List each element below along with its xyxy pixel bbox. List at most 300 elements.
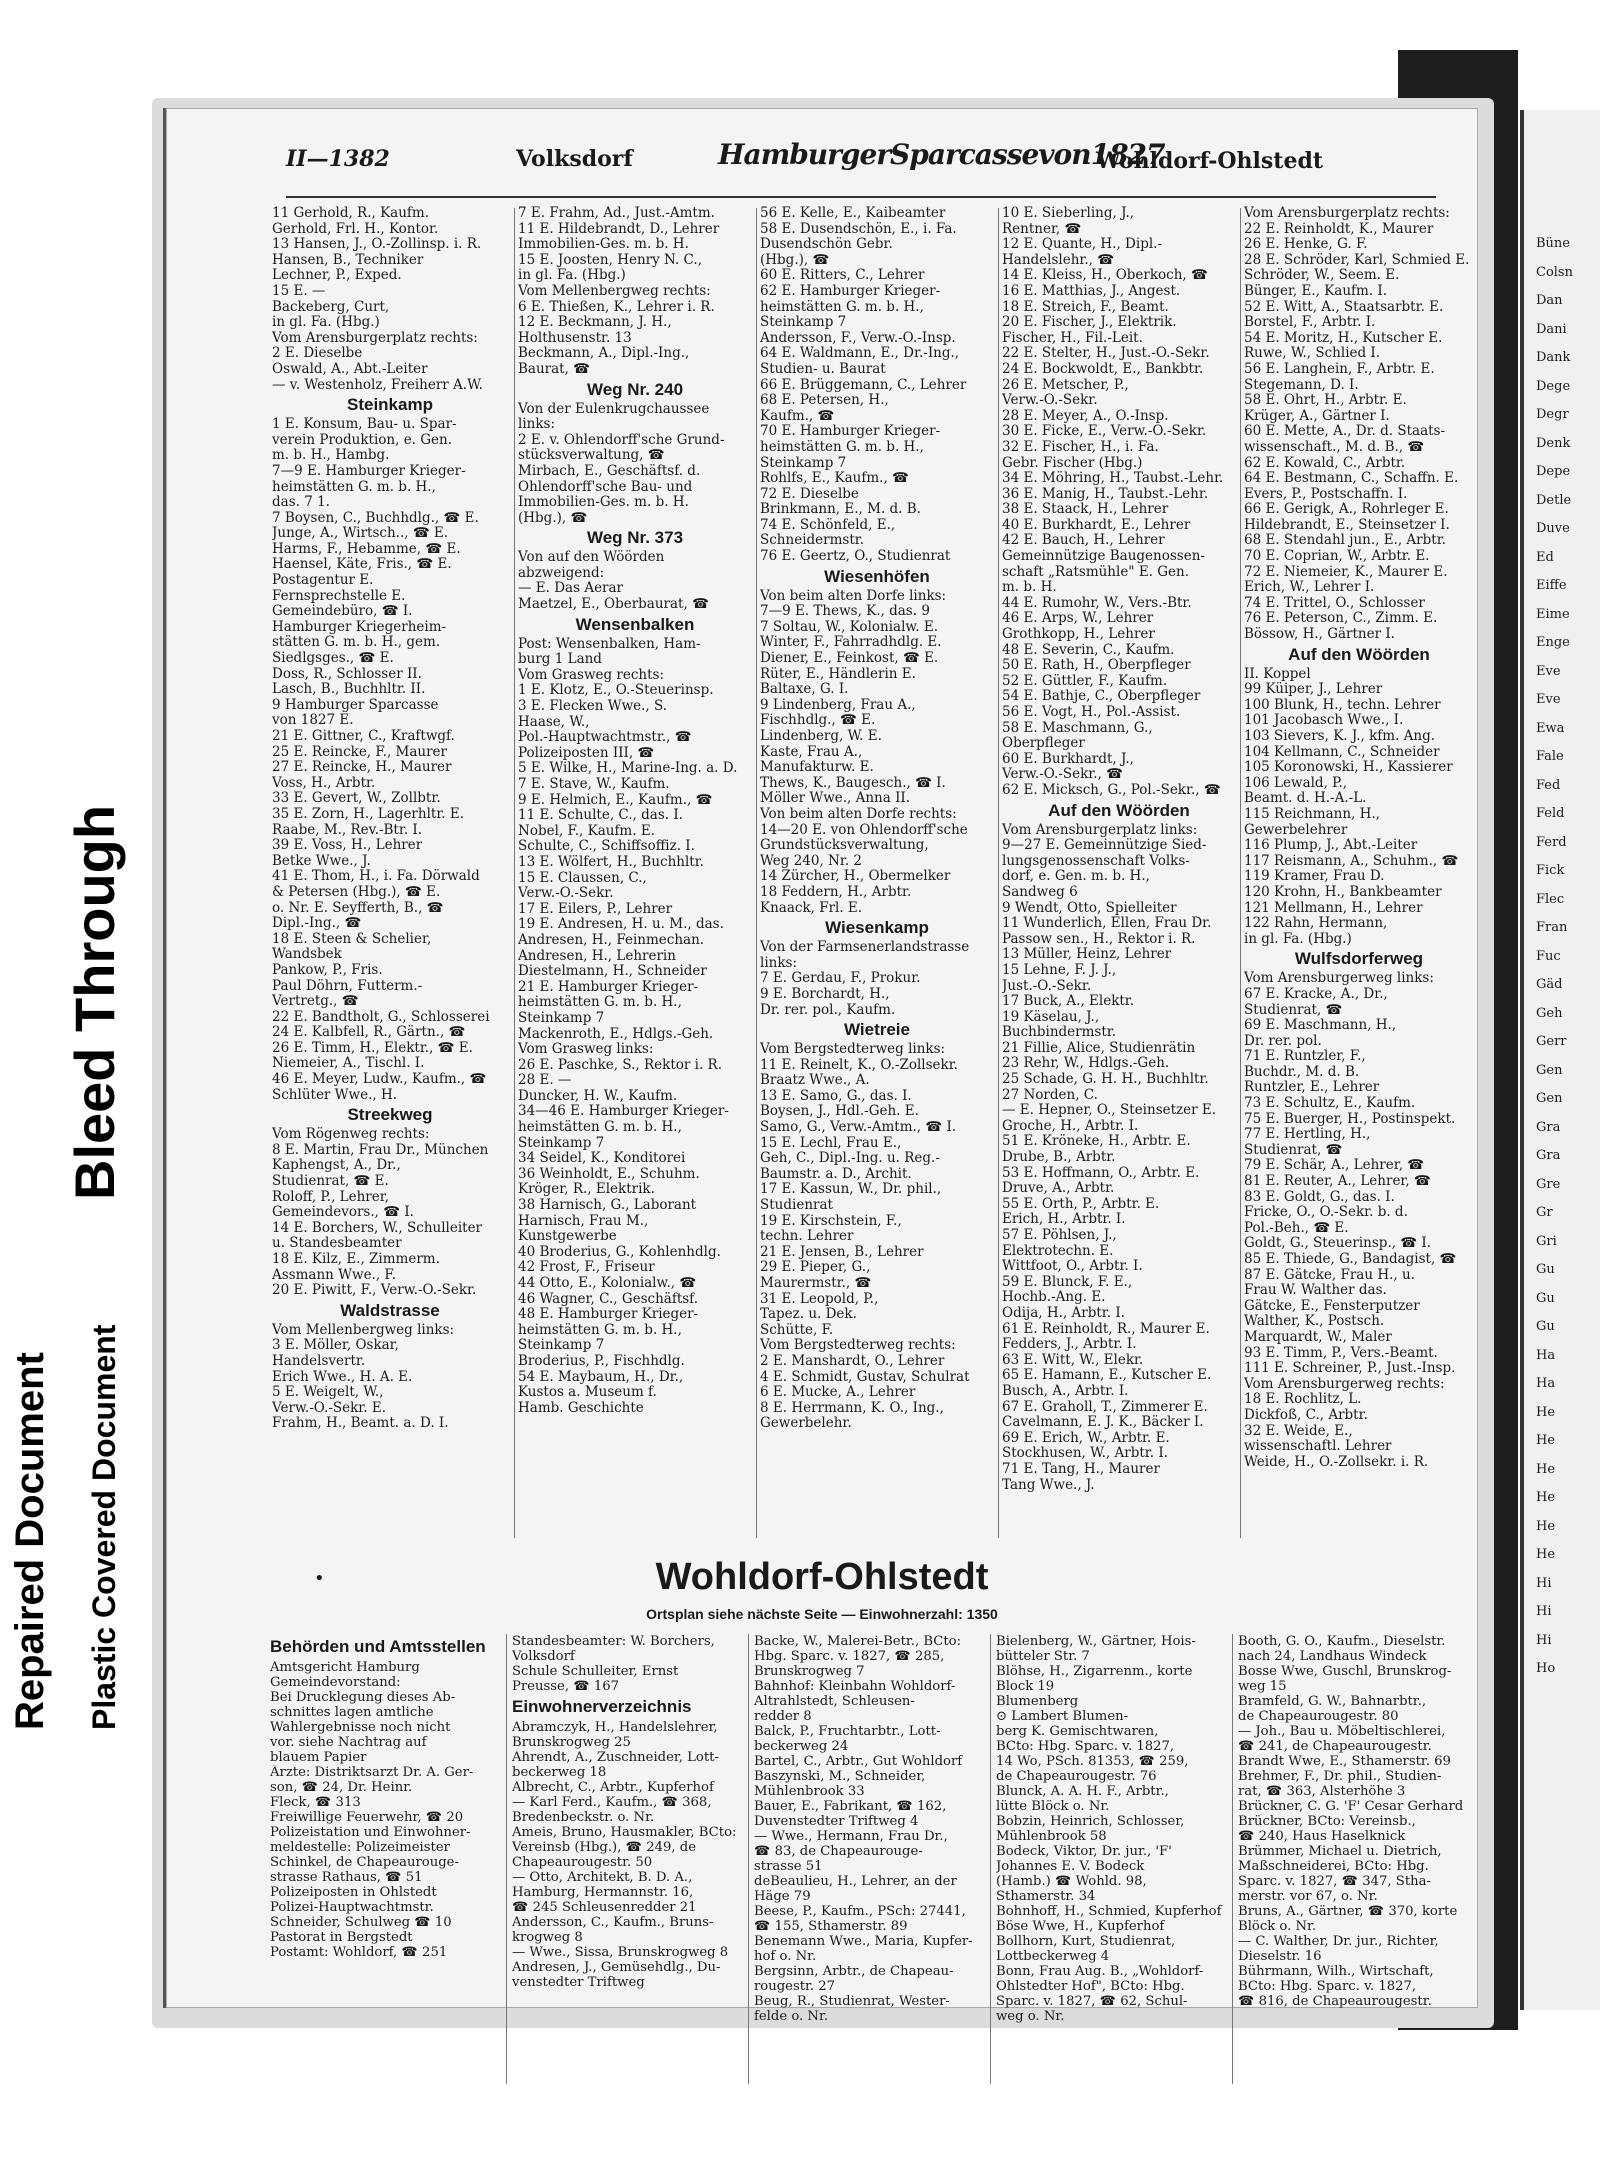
adjacent-page-text: Dan xyxy=(1536,293,1563,308)
directory-entry: Brückner, BCto: Vereinsb., xyxy=(1238,1814,1416,1829)
directory-entry: Mirbach, E., Geschäftsf. d. xyxy=(518,463,701,479)
directory-entry: in gl. Fa. (Hbg.) xyxy=(272,315,380,331)
directory-entry: 16 E. Matthias, J., Angest. xyxy=(1002,283,1181,299)
directory-entry: 26 E. Timm, H., Elektr., ☎ E. xyxy=(272,1040,473,1056)
directory-entry: Bössow, H., Gärtner I. xyxy=(1244,627,1395,643)
adjacent-page-text: He xyxy=(1536,1461,1556,1477)
directory-entry: Vom Grasweg links: xyxy=(518,1042,654,1058)
directory-entry: bütteler Str. 7 xyxy=(996,1649,1090,1664)
street-heading: Einwohnerverzeichnis xyxy=(512,1697,692,1716)
directory-column-4 xyxy=(1002,206,1236,1542)
directory-entry: Vom Mellenbergweg links: xyxy=(272,1322,455,1338)
directory-entry: 7 Soltau, W., Kolonialw. E. xyxy=(760,619,939,635)
directory-entry: 35 E. Zorn, H., Lagerhltr. E. xyxy=(272,806,465,822)
directory-entry: BCto: Hbg. Sparc. v. 1827, xyxy=(996,1739,1175,1754)
directory-entry: Böse Wwe, H., Kupferhof xyxy=(996,1919,1165,1934)
directory-page xyxy=(163,108,1478,2024)
street-heading: Auf den Wöörden xyxy=(1048,800,1190,820)
directory-entry: 24 E. Kalbfell, R., Gärtn., ☎ xyxy=(272,1025,466,1041)
section-title: Wohldorf-Ohlstedt xyxy=(655,1556,989,1598)
directory-entry: Schneidermstr. xyxy=(760,533,865,549)
adjacent-page-text: Gu xyxy=(1536,1262,1555,1277)
directory-entry: m. b. H., Hambg. xyxy=(272,448,390,464)
directory-entry: Raabe, M., Rev.-Btr. I. xyxy=(272,822,423,838)
directory-entry: 75 E. Buerger, H., Postinspekt. xyxy=(1244,1111,1456,1127)
directory-entry: 14 E. Kleiss, H., Oberkoch, ☎ xyxy=(1002,268,1208,284)
directory-entry: venstedter Triftweg xyxy=(512,1975,645,1990)
directory-entry: Möller Wwe., Anna II. xyxy=(760,791,911,807)
directory-entry: Braatz Wwe., A. xyxy=(760,1073,870,1089)
directory-entry: Hamburger Kriegerheim- xyxy=(272,619,447,635)
adjacent-page-text: Gäd xyxy=(1536,977,1563,992)
directory-entry: 83 E. Goldt, G., das. I. xyxy=(1244,1189,1395,1205)
directory-entry: 12 E. Beckmann, J. H., xyxy=(518,315,672,331)
directory-entry: Buchbindermstr. xyxy=(1002,1025,1117,1041)
directory-entry: ☎ 155, Sthamerstr. 89 xyxy=(754,1919,908,1934)
directory-entry: heimstätten G. m. b. H., xyxy=(518,1120,682,1136)
directory-entry: Wahlergebnisse noch nicht xyxy=(270,1720,451,1735)
adjacent-page-text: Gerr xyxy=(1536,1034,1567,1049)
directory-entry: son, ☎ 24, Dr. Heinr. xyxy=(270,1780,413,1795)
directory-entry: 104 Kellmann, C., Schneider xyxy=(1244,744,1440,760)
directory-entry: Polizeiposten in Ohlstedt xyxy=(270,1885,437,1900)
directory-entry: Polizei-Hauptwachtmstr. xyxy=(270,1900,434,1915)
directory-entry: Blunck, A. A. H. F., Arbtr., xyxy=(996,1784,1169,1799)
directory-entry: 62 E. Micksch, G., Pol.-Sekr., ☎ xyxy=(1002,782,1221,798)
directory-entry: 60 E. Mette, A., Dr. d. Staats- xyxy=(1244,424,1446,440)
directory-entry: Hbg. Sparc. v. 1827, ☎ 285, xyxy=(754,1649,945,1664)
directory-entry: Steinkamp 7 xyxy=(518,1010,605,1026)
street-heading: Wietreie xyxy=(844,1020,910,1040)
directory-entry: 79 E. Schär, A., Lehrer, ☎ xyxy=(1244,1158,1425,1174)
directory-entry: 28 E. — xyxy=(518,1073,572,1089)
directory-entry: Tapez. u. Dek. xyxy=(760,1307,857,1323)
directory-entry: Bruns, A., Gärtner, ☎ 370, korte xyxy=(1238,1904,1458,1919)
directory-entry: 38 E. Staack, H., Lehrer xyxy=(1002,502,1169,518)
directory-entry: Grundstücksverwaltung, xyxy=(760,838,929,854)
directory-entry: 68 E. Stendahl jun., E., Arbtr. xyxy=(1244,533,1446,549)
directory-entry: 7 E. Stave, W., Kaufm. xyxy=(518,777,670,792)
directory-entry: 42 E. Bauch, H., Lehrer xyxy=(1002,533,1165,549)
directory-entry: Albrecht, C., Arbtr., Kupferhof xyxy=(512,1780,714,1795)
directory-entry: 15 E. Lechl, Frau E., xyxy=(760,1135,902,1151)
directory-entry: Paul Döhrn, Futterm.- xyxy=(272,978,423,994)
directory-entry: 71 E. Runtzler, F., xyxy=(1244,1049,1366,1065)
directory-entry: Steinkamp 7 xyxy=(760,315,847,331)
column-divider xyxy=(506,1634,507,2084)
adjacent-page-text: Ho xyxy=(1536,1661,1556,1676)
directory-entry: Andresen, J., Gemüsehdlg., Du- xyxy=(512,1960,721,1975)
directory-entry: 34 E. Möhring, H., Taubst.-Lehr. xyxy=(1002,471,1224,487)
directory-entry: BCto: Hbg. Sparc. v. 1827, xyxy=(1238,1979,1417,1994)
directory-entry: 76 E. Peterson, C., Zimm. E. xyxy=(1244,611,1438,627)
directory-entry: o. Nr. E. Seyfferth, B., ☎ xyxy=(272,900,444,916)
directory-entry: Nobel, F., Kaufm. E. xyxy=(518,823,655,839)
directory-entry: Groche, H., Arbtr. I. xyxy=(1002,1118,1139,1134)
directory-entry: (Hbg.), ☎ xyxy=(760,252,830,268)
adjacent-page-text: Hi xyxy=(1536,1575,1552,1591)
adjacent-page-text: Ed xyxy=(1536,549,1554,565)
directory-entry: 5 E. Weigelt, W., xyxy=(272,1385,384,1401)
directory-entry: Pol.-Hauptwachtmstr., ☎ xyxy=(518,730,692,746)
directory-entry: Vertretg., ☎ xyxy=(272,994,359,1010)
directory-entry: wissenschaft., M. d. B., ☎ xyxy=(1244,439,1425,455)
directory-entry: ☎ 241, de Chapeaurougestr. xyxy=(1238,1739,1432,1754)
directory-entry: Andersson, F., Verw.-O.-Insp. xyxy=(760,330,956,346)
adjacent-page-text: Eime xyxy=(1536,606,1570,622)
directory-entry: Ameis, Bruno, Hausmakler, BCto: xyxy=(512,1825,737,1840)
directory-entry: 9 Hamburger Sparcasse xyxy=(272,697,439,713)
directory-entry: Brümmer, Michael u. Dietrich, xyxy=(1238,1844,1442,1859)
directory-entry: Gemeinnützige Baugenossen- xyxy=(1002,549,1205,565)
directory-entry: Harms, F., Hebamme, ☎ E. xyxy=(272,541,461,557)
directory-entry: 9 E. Helmich, E., Kaufm., ☎ xyxy=(518,792,713,808)
directory-entry: Block 19 xyxy=(996,1679,1055,1694)
directory-entry: 18 E. Streich, F., Beamt. xyxy=(1002,299,1169,315)
directory-entry: Blöhse, H., Zigarrenm., korte xyxy=(996,1664,1193,1679)
directory-entry: Manufakturw. E. xyxy=(760,760,874,776)
directory-entry: ☎ 240, Haus Haselknick xyxy=(1238,1829,1406,1844)
directory-entry: Verw.-O.-Sekr. xyxy=(1002,393,1098,409)
directory-entry: Oberpfleger xyxy=(1002,736,1085,752)
directory-entry: 9 Wendt, Otto, Spielleiter xyxy=(1002,900,1177,916)
directory-entry: nach 24, Landhaus Windeck xyxy=(1238,1649,1427,1664)
directory-entry: Beese, P., Kaufm., PSch: 27441, xyxy=(754,1904,966,1919)
directory-entry: — Joh., Bau u. Möbeltischlerei, xyxy=(1238,1724,1446,1739)
directory-entry: Vom Arensburgerweg links: xyxy=(1244,971,1434,987)
directory-entry: Steinkamp 7 xyxy=(518,1135,605,1151)
street-heading: Steinkamp xyxy=(347,395,433,415)
directory-entry: Maßschneiderei, BCto: Hbg. xyxy=(1238,1859,1429,1874)
adjacent-page-text: Fale xyxy=(1536,749,1564,764)
directory-entry: abzweigend: xyxy=(518,565,605,581)
directory-entry: 48 E. Hamburger Krieger- xyxy=(518,1307,699,1323)
directory-entry: Immobilien-Ges. m. b. H. xyxy=(518,495,689,511)
adjacent-page-text: Ha xyxy=(1536,1347,1556,1363)
directory-entry: 51 E. Kröneke, H., Arbtr. E. xyxy=(1002,1134,1191,1150)
directory-entry: 120 Krohn, H., Bankbeamter xyxy=(1244,884,1442,900)
directory-entry: Hamburg, Hermannstr. 16, xyxy=(512,1885,694,1900)
directory-entry: Cavelmann, E. J. K., Bäcker I. xyxy=(1002,1415,1204,1431)
directory-entry: — E. Hepner, O., Steinsetzer E. xyxy=(1002,1103,1217,1119)
directory-entry: 15 Lehne, F. J. J., xyxy=(1002,962,1117,978)
directory-entry: 2 E. v. Ohlendorff'sche Grund- xyxy=(518,432,725,448)
directory-entry: 22 E. Bandtholt, G., Schlosserei xyxy=(272,1009,490,1025)
directory-entry: 72 E. Niemeier, K., Maurer E. xyxy=(1244,564,1448,580)
directory-entry: beckerweg 24 xyxy=(754,1739,849,1754)
directory-entry: 27 Norden, C. xyxy=(1002,1087,1098,1103)
adjacent-page-text: Hi xyxy=(1536,1604,1552,1619)
directory-entry: Sandweg 6 xyxy=(1002,884,1078,900)
directory-entry: schaft „Ratsmühle" E. Gen. xyxy=(1002,564,1190,580)
directory-entry: 64 E. Bestmann, C., Schaffn. E. xyxy=(1244,471,1459,487)
directory-entry: Kaufm., ☎ xyxy=(760,408,835,424)
directory-entry: Baumstr. a. D., Archit. xyxy=(760,1166,912,1182)
directory-entry: 21 E. Hamburger Krieger- xyxy=(518,979,699,995)
directory-entry: Duncker, H. W., Kaufm. xyxy=(518,1088,678,1104)
adjacent-page-text: Büne xyxy=(1536,236,1570,251)
directory-entry: Balck, P., Fruchtarbtr., Lott- xyxy=(754,1724,941,1739)
directory-entry: 39 E. Voss, H., Lehrer xyxy=(272,838,423,854)
adjacent-page-text: Gu xyxy=(1536,1319,1555,1334)
directory-entry: Winter, F., Fahrradhdlg. E. xyxy=(760,635,942,651)
adjacent-page-text: He xyxy=(1536,1518,1556,1534)
directory-entry: 22 E. Reinholdt, K., Maurer xyxy=(1244,221,1434,237)
directory-entry: 70 E. Coprian, W., Arbtr. E. xyxy=(1244,549,1430,565)
directory-entry: Handelsvertr. xyxy=(272,1353,366,1369)
directory-entry: 58 E. Ohrt, H., Arbtr. E. xyxy=(1244,393,1407,409)
adjacent-page-text: Detle xyxy=(1536,492,1572,508)
directory-entry: Stockhusen, W., Arbtr. I. xyxy=(1002,1446,1168,1462)
directory-entry: 77 E. Hertling, H., xyxy=(1244,1127,1371,1143)
adjacent-page-text: Enge xyxy=(1536,635,1570,650)
directory-entry: Lottbeckerweg 4 xyxy=(996,1949,1110,1964)
directory-entry: schnittes lagen amtliche xyxy=(270,1705,434,1720)
directory-entry: Voss, H., Arbtr. xyxy=(272,775,376,791)
directory-entry: 65 E. Hamann, E., Kutscher E. xyxy=(1002,1368,1212,1384)
directory-entry: Junge, A., Wirtsch.., ☎ E. xyxy=(272,526,449,542)
directory-entry: Gebr. Fischer (Hbg.) xyxy=(1002,455,1143,471)
directory-entry: Haensel, Käte, Fris., ☎ E. xyxy=(272,557,452,573)
adjacent-page-text: Dege xyxy=(1536,378,1571,394)
directory-entry: burg 1 Land xyxy=(518,652,602,668)
directory-entry: Elektrotechn. E. xyxy=(1002,1243,1114,1259)
directory-entry: 70 E. Hamburger Krieger- xyxy=(760,424,941,440)
directory-entry: Baltaxe, G. I. xyxy=(760,682,849,698)
directory-entry: Booth, G. O., Kaufm., Dieselstr. xyxy=(1238,1634,1446,1649)
directory-entry: Amtsgericht Hamburg xyxy=(270,1660,420,1675)
directory-entry: 3 E. Flecken Wwe., S. xyxy=(518,699,668,715)
directory-entry: 105 Koronowski, H., Kassierer xyxy=(1244,760,1453,776)
directory-entry: strasse 51 xyxy=(754,1859,823,1874)
directory-entry: Schütte, F. xyxy=(760,1322,834,1338)
directory-entry: 10 E. Sieberling, J., xyxy=(1002,206,1135,221)
street-heading: Wensenbalken xyxy=(575,614,695,634)
directory-entry: Mühlenbrook 58 xyxy=(996,1829,1107,1844)
directory-entry: 34—46 E. Hamburger Krieger- xyxy=(518,1104,729,1120)
adjacent-page-text: Degr xyxy=(1536,407,1569,422)
directory-entry: Fischer, H., Fil.-Leit. xyxy=(1002,330,1143,346)
directory-entry: Verw.-O.-Sekr. E. xyxy=(272,1400,387,1416)
directory-entry: Busch, A., Arbtr. I. xyxy=(1002,1383,1129,1399)
directory-entry: Brinkmann, E., M. d. B. xyxy=(760,502,921,518)
directory-entry: Handelslehr., ☎ xyxy=(1002,252,1115,268)
directory-entry: 38 Harnisch, G., Laborant xyxy=(518,1198,697,1214)
directory-entry: heimstätten G. m. b. H., xyxy=(518,1322,682,1338)
directory-entry: beckerweg 18 xyxy=(512,1765,607,1780)
directory-entry: heimstätten G. m. b. H., xyxy=(518,995,682,1011)
directory-entry: Dieselstr. 16 xyxy=(1238,1949,1322,1964)
directory-entry: 6 E. Mucke, A., Lehrer xyxy=(760,1385,916,1401)
directory-entry: 18 E. Rochlitz, L. xyxy=(1244,1392,1362,1408)
directory-entry: 93 E. Timm, P., Vers.-Beamt. xyxy=(1244,1345,1438,1361)
directory-entry: 9—27 E. Gemeinnützige Sied- xyxy=(1002,838,1207,854)
adjacent-page-text: Ewa xyxy=(1536,720,1565,736)
directory-entry: merstr. vor 67, o. Nr. xyxy=(1238,1889,1378,1904)
directory-entry: 52 E. Güttler, F., Kaufm. xyxy=(1002,673,1168,689)
directory-entry: 69 E. Erich, W., Arbtr. E. xyxy=(1002,1430,1170,1446)
directory-entry: Mühlenbrook 33 xyxy=(754,1784,865,1799)
directory-entry: 11 Gerhold, R., Kaufm. xyxy=(272,206,430,221)
directory-entry: Wittfoot, O., Arbtr. I. xyxy=(1002,1259,1143,1275)
directory-entry: Frahm, H., Beamt. a. D. I. xyxy=(272,1416,449,1432)
directory-entry: Steinkamp 7 xyxy=(518,1338,605,1354)
adjacent-page-text: Gen xyxy=(1536,1062,1563,1078)
directory-column-2 xyxy=(518,206,752,1542)
adjacent-page-text: Feld xyxy=(1536,806,1565,821)
directory-entry: 99 Küiper, J., Lehrer xyxy=(1244,682,1383,698)
wohldorf-column-5 xyxy=(1238,1634,1470,2084)
directory-entry: 9 E. Borchardt, H., xyxy=(760,986,890,1002)
column-divider xyxy=(748,1634,749,2084)
directory-entry: Bohnhoff, H., Schmied, Kupferhof xyxy=(996,1904,1222,1919)
street-heading: Auf den Wöörden xyxy=(1288,644,1430,664)
directory-entry: 11 E. Hildebrandt, D., Lehrer xyxy=(518,221,720,237)
directory-entry: Postamt: Wohldorf, ☎ 251 xyxy=(270,1945,448,1960)
directory-entry: Andresen, H., Feinmechan. xyxy=(518,932,705,948)
directory-entry: 42 Frost, F., Friseur xyxy=(518,1260,655,1276)
directory-entry: lungsgenossenschaft Volks- xyxy=(1002,853,1190,869)
directory-entry: m. b. H. xyxy=(1002,580,1057,596)
directory-entry: 7 E. Frahm, Ad., Just.-Amtm. xyxy=(518,206,715,221)
directory-column-5 xyxy=(1244,206,1474,1542)
directory-entry: 32 E. Weide, E., xyxy=(1244,1423,1353,1439)
directory-entry: Gemeindebüro, ☎ I. xyxy=(272,604,413,620)
directory-entry: heimstätten G. m. b. H., xyxy=(760,439,924,455)
directory-entry: Mackenroth, E., Hdlgs.-Geh. xyxy=(518,1026,714,1042)
directory-entry: Tang Wwe., J. xyxy=(1002,1477,1095,1493)
directory-entry: Baurat, ☎ xyxy=(518,361,590,377)
directory-entry: (Hamb.) ☎ Wohld. 98, xyxy=(996,1874,1147,1889)
directory-entry: 100 Blunk, H., techn. Lehrer xyxy=(1244,697,1441,713)
directory-entry: 87 E. Gätcke, Frau H., u. xyxy=(1244,1267,1415,1283)
directory-entry: in gl. Fa. (Hbg.) xyxy=(1244,931,1352,947)
directory-entry: — E. Das Aerar xyxy=(518,581,624,597)
directory-entry: Polizeiposten III, ☎ xyxy=(518,745,655,761)
directory-entry: 40 E. Burkhardt, E., Lehrer xyxy=(1002,517,1191,533)
directory-entry: Vom Arensburgerplatz rechts: xyxy=(1244,206,1450,221)
directory-entry: 62 E. Kowald, C., Arbtr. xyxy=(1244,455,1406,471)
directory-entry: Lechner, P., Exped. xyxy=(272,268,402,284)
directory-entry: Immobilien-Ges. m. b. H. xyxy=(518,237,689,253)
directory-entry: Benemann Wwe., Maria, Kupfer- xyxy=(754,1934,973,1949)
adjacent-page-text: He xyxy=(1536,1404,1556,1420)
directory-entry: 34 Seidel, K., Konditorei xyxy=(518,1151,686,1167)
directory-entry: 2 E. Dieselbe xyxy=(272,346,363,362)
directory-entry: Gewerbelehrer xyxy=(1244,822,1348,838)
directory-entry: 122 Rahn, Hermann, xyxy=(1244,916,1388,932)
directory-entry: Marquardt, W., Maler xyxy=(1244,1329,1392,1345)
adjacent-page-text: Eve xyxy=(1536,663,1561,679)
adjacent-page-text: Hi xyxy=(1536,1632,1552,1648)
wohldorf-column-4 xyxy=(996,1634,1228,2084)
directory-entry: 25 E. Reincke, F., Maurer xyxy=(272,744,447,760)
directory-entry: 33 E. Gevert, W., Zollbtr. xyxy=(272,791,441,807)
adjacent-page-text: Dank xyxy=(1536,350,1571,365)
directory-entry: verein Produktion, e. Gen. xyxy=(272,432,453,448)
directory-entry: Lasch, B., Buchhltr. II. xyxy=(272,682,426,698)
directory-entry: Ohlendorff'sche Bau- und xyxy=(518,479,693,495)
directory-entry: 26 E. Metscher, P., xyxy=(1002,377,1129,393)
directory-entry: Studienrat, ☎ E. xyxy=(272,1174,389,1190)
directory-entry: Brückner, C. G. 'F' Cesar Gerhard xyxy=(1238,1799,1464,1814)
directory-entry: 23 Rehr, W., Hdlgs.-Geh. xyxy=(1002,1056,1170,1072)
directory-entry: Holthusenstr. 13 xyxy=(518,330,632,346)
directory-entry: 101 Jacobasch Wwe., I. xyxy=(1244,713,1404,729)
directory-entry: Weg 240, Nr. 2 xyxy=(760,853,863,869)
adjacent-page-text: Eve xyxy=(1536,692,1561,707)
directory-entry: Gewerbelehr. xyxy=(760,1416,852,1432)
directory-entry: Vom Arensburgerweg rechts: xyxy=(1244,1376,1445,1392)
adjacent-page-text: Dani xyxy=(1536,321,1567,337)
directory-entry: 30 E. Ficke, E., Verw.-O.-Sekr. xyxy=(1002,424,1207,440)
directory-entry: Dusendschön Gebr. xyxy=(760,237,893,253)
directory-entry: 15 E. Claussen, C., xyxy=(518,870,647,886)
directory-entry: Samo, G., Verw.-Amtm., ☎ I. xyxy=(760,1120,957,1136)
directory-entry: 27 E. Reincke, H., Maurer xyxy=(272,760,452,776)
directory-entry: Bodeck, Viktor, Dr. jur., 'F' xyxy=(996,1844,1172,1859)
directory-entry: & Petersen (Hbg.), ☎ E. xyxy=(272,884,441,900)
directory-entry: 59 E. Blunck, F. E., xyxy=(1002,1274,1133,1290)
directory-entry: Betke Wwe., J. xyxy=(272,853,371,869)
directory-entry: 72 E. Dieselbe xyxy=(760,486,859,502)
directory-entry: stücksverwaltung, ☎ xyxy=(518,448,665,464)
directory-entry: Von beim alten Dorfe links: xyxy=(760,588,947,604)
directory-entry: 5 E. Wilke, H., Marine-Ing. a. D. xyxy=(518,761,738,777)
directory-entry: Ruwe, W., Schlied I. xyxy=(1244,346,1381,362)
directory-entry: Preusse, ☎ 167 xyxy=(512,1679,619,1694)
header-right-title: Wohldorf-Ohlstedt xyxy=(1096,148,1324,174)
directory-entry: 14 Zürcher, H., Obermelker xyxy=(760,869,951,885)
directory-entry: Pankow, P., Fris. xyxy=(272,962,383,978)
directory-entry: Verw.-O.-Sekr. xyxy=(518,886,614,902)
directory-entry: Maetzel, E., Oberbaurat, ☎ xyxy=(518,597,709,613)
directory-entry: 54 E. Moritz, H., Kutscher E. xyxy=(1244,330,1443,346)
directory-entry: ☎ 245 Schleusenredder 21 xyxy=(512,1900,697,1915)
directory-entry: 116 Plump, J., Abt.-Leiter xyxy=(1244,838,1418,854)
directory-entry: Rentner, ☎ xyxy=(1002,221,1082,237)
directory-entry: 15 E. Joosten, Henry N. C., xyxy=(518,252,702,268)
directory-entry: 21 Fillie, Alice, Studienrätin xyxy=(1002,1040,1196,1056)
directory-entry: Postagentur E. xyxy=(272,573,374,589)
directory-entry: 50 E. Rath, H., Oberpfleger xyxy=(1002,658,1191,674)
directory-entry: 67 E. Graholl, T., Zimmerer E. xyxy=(1002,1399,1208,1415)
directory-entry: Kustos a. Museum f. xyxy=(518,1385,657,1401)
adjacent-page-text: Fed xyxy=(1536,777,1561,793)
directory-entry: 67 E. Kracke, A., Dr., xyxy=(1244,986,1388,1002)
directory-entry: 74 E. Schönfeld, E., xyxy=(760,517,896,533)
directory-entry: links: xyxy=(518,417,555,433)
directory-entry: Schröder, W., Seem. E. xyxy=(1244,268,1400,284)
directory-entry: wissenschaftl. Lehrer xyxy=(1244,1439,1392,1455)
directory-entry: Hamb. Geschichte xyxy=(518,1400,644,1416)
directory-entry: 111 E. Schreiner, P., Just.-Insp. xyxy=(1244,1361,1456,1377)
adjacent-page-text: He xyxy=(1536,1433,1556,1448)
directory-entry: Fischhdlg., ☎ E. xyxy=(760,713,876,729)
adjacent-page-text: Colsn xyxy=(1536,264,1573,280)
header-left-title: Volksdorf xyxy=(516,146,633,172)
directory-entry: ⊙ Lambert Blumen- xyxy=(996,1709,1129,1724)
directory-entry: Hildebrandt, E., Steinsetzer I. xyxy=(1244,517,1450,533)
directory-entry: Kaste, Frau A., xyxy=(760,744,863,760)
directory-entry: Roloff, P., Lehrer, xyxy=(272,1189,390,1205)
directory-entry: Bergsinn, Arbtr., de Chapeau- xyxy=(754,1964,954,1979)
directory-entry: Brunskrogweg 7 xyxy=(754,1664,865,1679)
column-divider xyxy=(990,1634,991,2084)
directory-entry: 28 E. Meyer, A., O.-Insp. xyxy=(1002,408,1169,424)
directory-entry: — Karl Ferd., Kaufm., ☎ 368, xyxy=(512,1795,712,1810)
directory-entry: blauem Papier xyxy=(270,1750,367,1765)
